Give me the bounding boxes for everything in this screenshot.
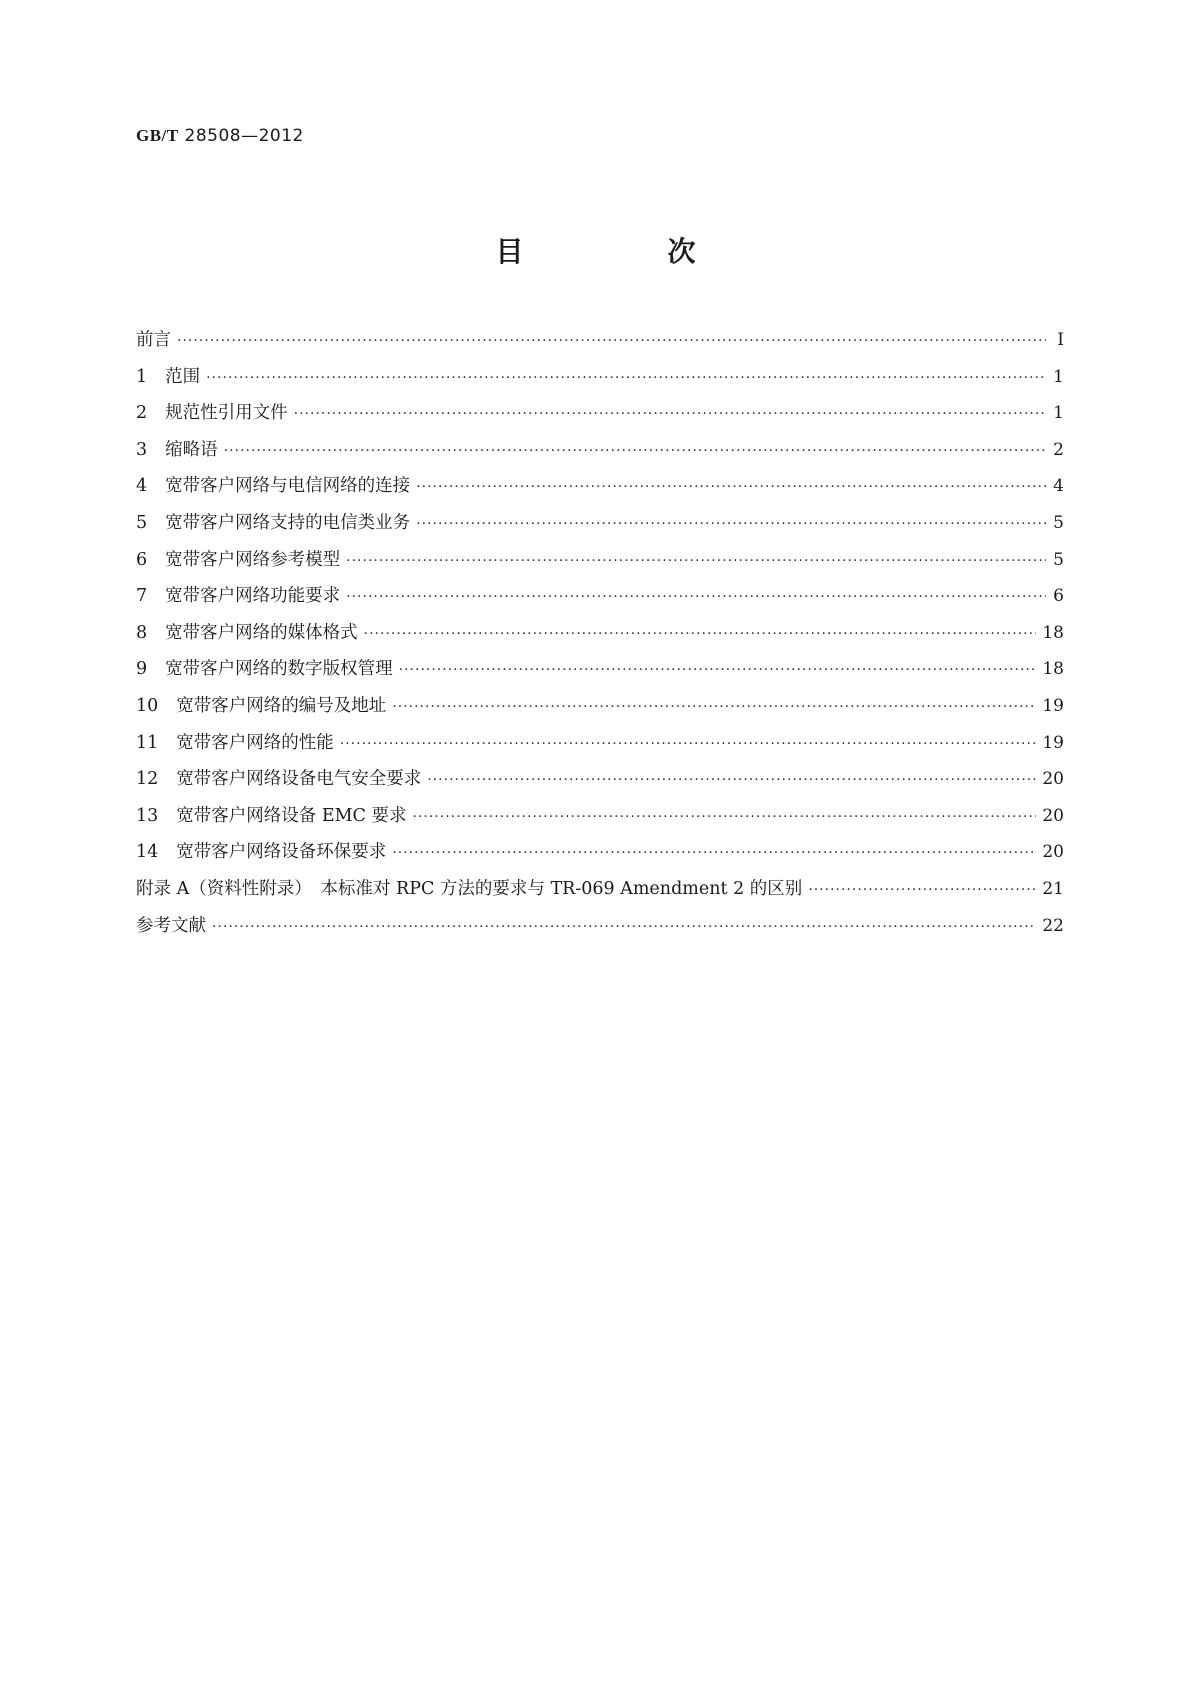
toc-dot-leader [399,662,1037,678]
toc-dot-leader [206,370,1046,386]
toc-entry-page: 20 [1042,842,1064,863]
toc-entry-page: 1 [1053,403,1064,424]
toc-dot-leader [294,406,1046,422]
toc-dot-leader [392,699,1036,715]
toc-dot-leader [346,589,1046,605]
toc-entry[interactable] [136,509,1064,546]
toc-entry-page: 1 [1053,366,1064,387]
toc-entry-page: 20 [1042,805,1064,826]
toc-entry-number: 8 [136,622,148,643]
toc-entry-title: 缩略语 [165,439,218,460]
toc-entry-page: 2 [1053,439,1064,460]
toc-dot-leader [808,882,1036,898]
toc-dot-leader [224,443,1046,459]
toc-entry-number: 4 [136,476,148,497]
toc-entry-number: 10 [136,695,159,716]
standard-code: 28508—2012 [184,126,304,146]
toc-entry-title: 宽带客户网络的性能 [176,732,334,753]
toc-entry-title: 宽带客户网络的编号及地址 [176,695,387,716]
toc-entry-title: 宽带客户网络与电信网络的连接 [165,476,411,497]
toc-dot-leader [392,845,1036,861]
toc-entry-page: 19 [1042,732,1064,753]
toc-dot-leader [364,626,1037,642]
toc-entry-title: 范围 [165,366,201,387]
standard-number [136,126,304,146]
toc-entry-page: 22 [1042,915,1064,936]
toc-entry-page: 5 [1053,549,1064,570]
toc-entry-number: 1 [136,366,148,387]
toc-entry[interactable] [136,363,1064,400]
toc-entry-title: 规范性引用文件 [165,403,288,424]
toc-entry-title: 前言 [136,330,171,350]
toc-entry[interactable] [136,655,1064,692]
toc-entry-number: 2 [136,403,148,424]
toc-entry-number: 9 [136,659,148,680]
toc-entry-title: 宽带客户网络设备环保要求 [176,842,387,863]
toc-entry[interactable] [136,546,1064,583]
toc-dot-leader [212,919,1036,935]
toc-entry[interactable] [136,436,1064,473]
toc-entry-title: 宽带客户网络支持的电信类业务 [165,512,411,533]
toc-entry-title: 宽带客户网络设备 EMC 要求 [176,805,407,826]
toc-entry-page: 18 [1042,622,1064,643]
toc-entry-number: 11 [136,732,159,753]
toc-entry-number: 12 [136,769,159,790]
toc-entry-number: 5 [136,512,148,533]
toc-entry-page: 18 [1042,659,1064,680]
toc-dot-leader [427,772,1036,788]
toc-entry[interactable] [136,729,1064,766]
toc-entry-title: 宽带客户网络设备电气安全要求 [176,769,422,790]
toc-entry-page: 19 [1042,695,1064,716]
toc-entry-title: 宽带客户网络的数字版权管理 [165,659,393,680]
toc-entry[interactable] [136,802,1064,839]
toc-entry[interactable] [136,875,1064,912]
toc-entry[interactable] [136,326,1064,363]
toc-entry-title: 宽带客户网络功能要求 [165,586,341,607]
toc-entry-number: 14 [136,842,159,863]
toc-entry-page: 21 [1042,878,1064,899]
toc-entry-number: 3 [136,439,148,460]
toc-entry-page: Ⅰ [1057,330,1064,350]
toc-entry-number: 7 [136,586,148,607]
toc-dot-leader [416,516,1046,532]
toc-entry-number: 13 [136,805,159,826]
toc-entry[interactable] [136,399,1064,436]
toc-entry-page: 5 [1053,512,1064,533]
toc-entry-title: 附录 A（资料性附录） 本标准对 RPC 方法的要求与 TR-069 Amendment 2 的区别 [136,878,803,899]
toc-entry[interactable] [136,838,1064,875]
toc-dot-leader [346,553,1046,569]
toc-dot-leader [413,809,1037,825]
toc-entry[interactable] [136,765,1064,802]
toc-entry[interactable] [136,472,1064,509]
table-of-contents [136,326,1064,948]
standard-prefix: GB/T [136,126,179,145]
toc-entry-title: 宽带客户网络参考模型 [165,549,341,570]
toc-entry[interactable] [136,692,1064,729]
toc-dot-leader [340,736,1037,752]
toc-entry-page: 4 [1053,476,1064,497]
toc-entry-page: 20 [1042,769,1064,790]
toc-dot-leader [177,333,1046,349]
toc-entry-title: 参考文献 [136,915,206,936]
toc-entry[interactable] [136,912,1064,949]
toc-dot-leader [416,479,1046,495]
page-title: 目 次 [495,235,754,268]
toc-entry-number: 6 [136,549,148,570]
toc-entry-page: 6 [1053,586,1064,607]
toc-entry-title: 宽带客户网络的媒体格式 [165,622,358,643]
toc-entry[interactable] [136,582,1064,619]
toc-entry[interactable] [136,619,1064,656]
